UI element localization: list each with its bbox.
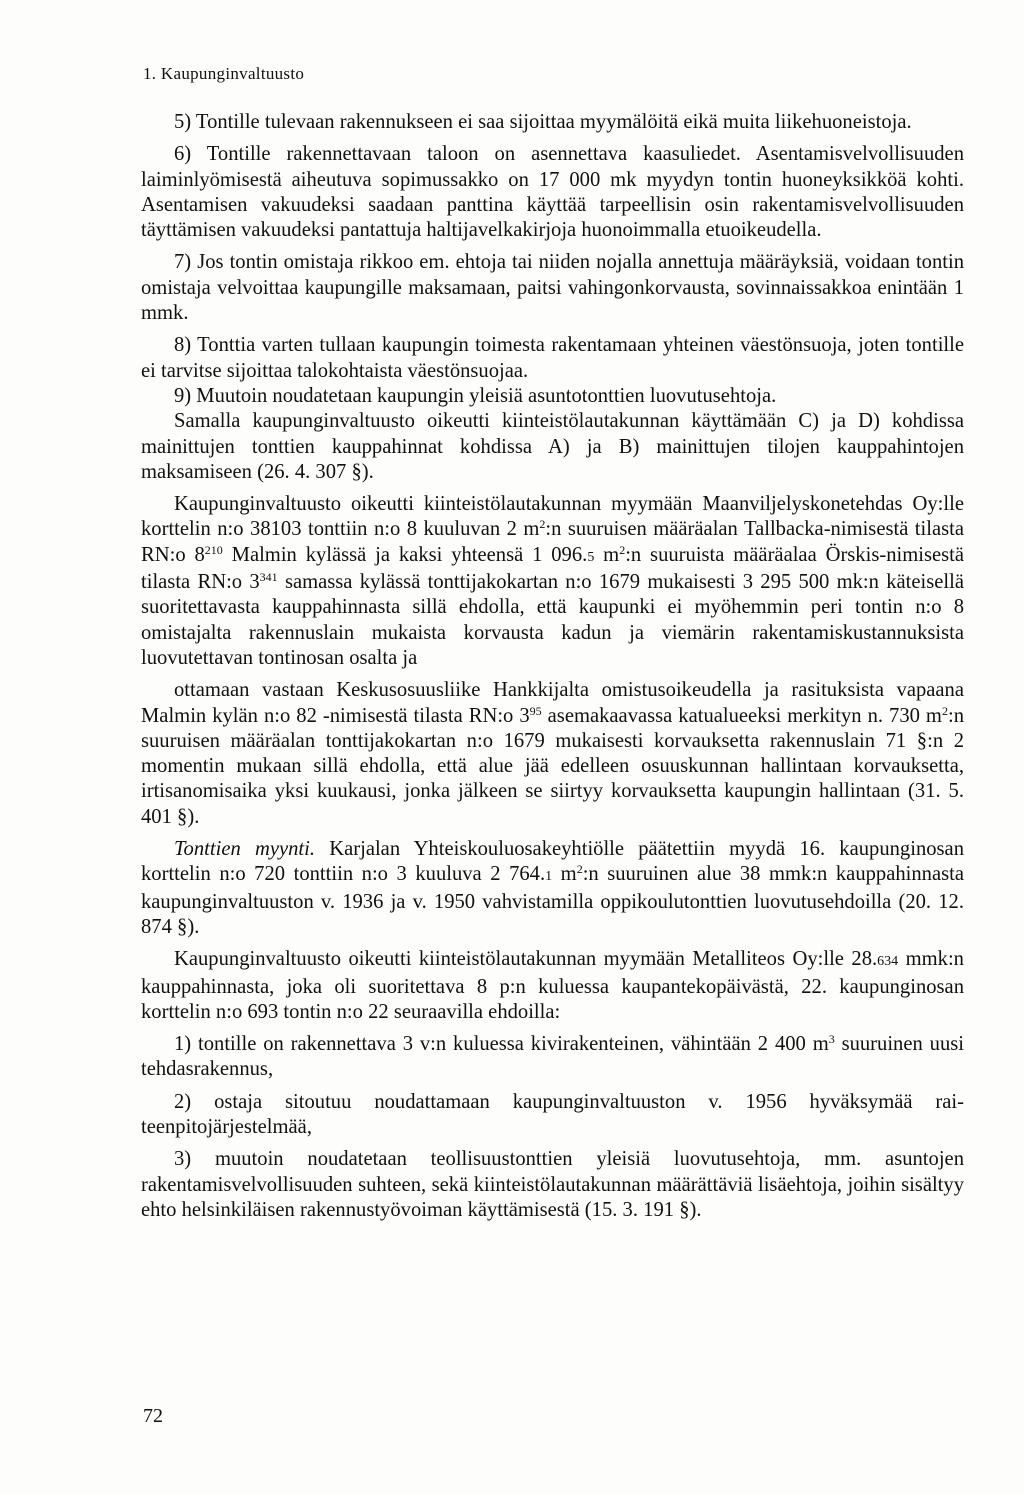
paragraph-samalla: Samalla kaupunginvaltuusto oikeutti kiinteistölautakunnan käyttämään C) ja D) kohdissa mainittujen tonttien kauppahinnat kohdissa A) ja B) mainittujen tilojen kauppahintojen maksamiseen (26. 4. 307 §). <box>141 410 964 483</box>
superscript: 2 <box>619 542 626 557</box>
paragraph-hankkija <box>141 678 964 830</box>
condition-3: 3) muutoin noudatetaan teollisuustonttien yleisiä luovutusehtoja, mm. asuntojen rakentamisvelvollisuuden suhteen, sekä kiinteistölautakunnan määrättäviä lisäehtoja, joihin sisältyy ehto helsinkiläisen rakennustyövoiman käyttämisestä (15. 3. 191 §). <box>141 1148 964 1221</box>
text-run: suuruinen uusi tehdasrakennus, <box>141 1033 964 1081</box>
text-run: Malmin kylässä ja kaksi yhteensä 1 096. <box>222 543 588 566</box>
superscript: 2 <box>576 862 583 877</box>
running-head: 1. Kaupunginvaltuusto <box>143 64 305 83</box>
section-lead: Tonttien myynti. <box>174 838 316 861</box>
paragraph-metalliteos <box>141 947 964 1025</box>
condition-2: 2) ostaja sitoutuu noudattamaan kaupunginvaltuuston v. 1956 hyväksymää raiteenpitojärjestelmää, <box>141 1090 964 1138</box>
condition-1 <box>141 1032 964 1083</box>
text-run: 1) tontille on rakennettava 3 v:n kuluessa kivirakenteinen, vähintään 2 400 m <box>174 1033 829 1056</box>
text-run: m <box>594 543 620 566</box>
text-run: samassa kylässä tonttijakokartan n:o 1679 mukaisesti 3 295 500 mk:n käteisellä suoritettavasta kauppahinnasta sillä ehdolla, että kaupunki ei myöhemmin peri tontin n:o 8 omistajalta rakennuslain mukaista korvausta kadun ja viemärin rakentamiskustannuksista luovutettavan tontinosan osalta ja <box>141 571 964 669</box>
text-run: :n suuruista määräalaa Örskis-nimisestä tilasta RN:o 3 <box>141 543 964 594</box>
text-run: :n suuruisen määräalan tonttijakokartan n:o 1679 mukaisesti korvauksetta rakennuslain 71 §:n 2 momentin mukaan sillä ehdolla, että alue jää edelleen osuuskunnan hallintaan korvauksetta, irtisanomisaika yksi kuukausi, jonka jälkeen se siirtyy korvauksetta kaupungin hallintaan (31. 5. 401 §). <box>141 704 964 828</box>
paragraph-7: 7) Jos tontin omistaja rikkoo em. ehtoja tai niiden nojalla annettuja määräyksiä, voidaan tontin omistaja velvoittaa kaupungille maksamaan, paitsi vahingonkorvausta, sovinnaissakkoa enintään 1 mmk. <box>141 251 964 325</box>
paragraph-8: 8) Tonttia varten tullaan kaupungin toimesta rakentamaan yhteinen väestönsuoja, joten tontille ei tarvitse sijoittaa talokohtaista väestönsuojaa. <box>141 334 964 382</box>
superscript: 3 <box>828 1031 835 1046</box>
page-number: 72 <box>143 1405 163 1427</box>
superscript: 2 <box>539 517 546 532</box>
paragraph-maanviljelyskonetehdas <box>141 492 964 671</box>
text-run: :n suuruinen alue 38 mmk:n kauppahinnasta kaupunginvaltuuston v. 1936 ja v. 1950 vahvistamilla oppikoulutonttien luovutusehdoilla (20. 12. 874 §). <box>141 863 964 938</box>
small-figure: 634 <box>877 954 899 970</box>
superscript: 341 <box>259 569 278 584</box>
superscript: 2 <box>941 703 948 718</box>
paragraph-5: 5) Tontille tulevaan rakennukseen ei saa sijoittaa myymälöitä eikä muita liikehuoneistoja. <box>174 111 912 133</box>
superscript: 210 <box>204 542 223 557</box>
text-run: m <box>552 863 577 886</box>
superscript: 95 <box>529 703 542 718</box>
text-run: mmk:n kauppahinnasta, joka oli suoritettava 8 p:n kuluessa kaupantekopäivästä, 22. kaupunginosan korttelin n:o 693 tontin n:o 22 seuraavilla ehdoilla: <box>141 948 964 1023</box>
text-run: Kaupunginvaltuusto oikeutti kiinteistölautakunnan myymään Maanviljelyskonetehdas Oy:lle korttelin n:o 38103 tonttiin n:o 8 kuuluvan 2 m <box>141 493 964 541</box>
paragraph-tonttien-myynti <box>141 837 964 940</box>
paragraph-6: 6) Tontille rakennettavaan taloon on asennettava kaasuliedet. Asentamisvelvollisuuden laiminlyömisestä aiheutuva sopimussakko on 17 000 mk myydyn tontin huoneyksikköä kohti. Asentamisen vakuudeksi saadaan panttina käyttää tarpeellisin osin rakentamisvelvollisuuden täyttämisen vakuudeksi pantattuja haltijavelkakirjoja huonoimmalla etuoikeudella. <box>141 143 964 242</box>
text-run: ottamaan vastaan Keskusosuusliike Hankkijalta omistusoikeudella ja rasituksista vapaana Malmin kylän n:o 82 -nimisestä tilasta RN:o 3 <box>141 679 964 727</box>
small-figure: 1 <box>545 869 553 885</box>
paragraph-9: 9) Muutoin noudatetaan kaupungin yleisiä asuntotonttien luovutusehtoja. <box>174 384 777 407</box>
text-run: asemakaavassa katualueeksi merkityn n. 730 m <box>541 704 942 727</box>
text-run: :n suuruisen määräalan Tallbacka-nimisestä tilasta RN:o 8 <box>141 518 964 566</box>
text-run: Kaupunginvaltuusto oikeutti kiinteistölautakunnan myymään Metalliteos Oy:lle 28. <box>174 948 878 971</box>
text-run: Karjalan Yhteiskouluosakeyhtiölle päätettiin myydä 16. kaupunginosan korttelin n:o 720 tonttiin n:o 3 kuuluva 2 764. <box>141 838 964 886</box>
document-body <box>141 110 964 1230</box>
small-figure: 5 <box>587 549 595 565</box>
